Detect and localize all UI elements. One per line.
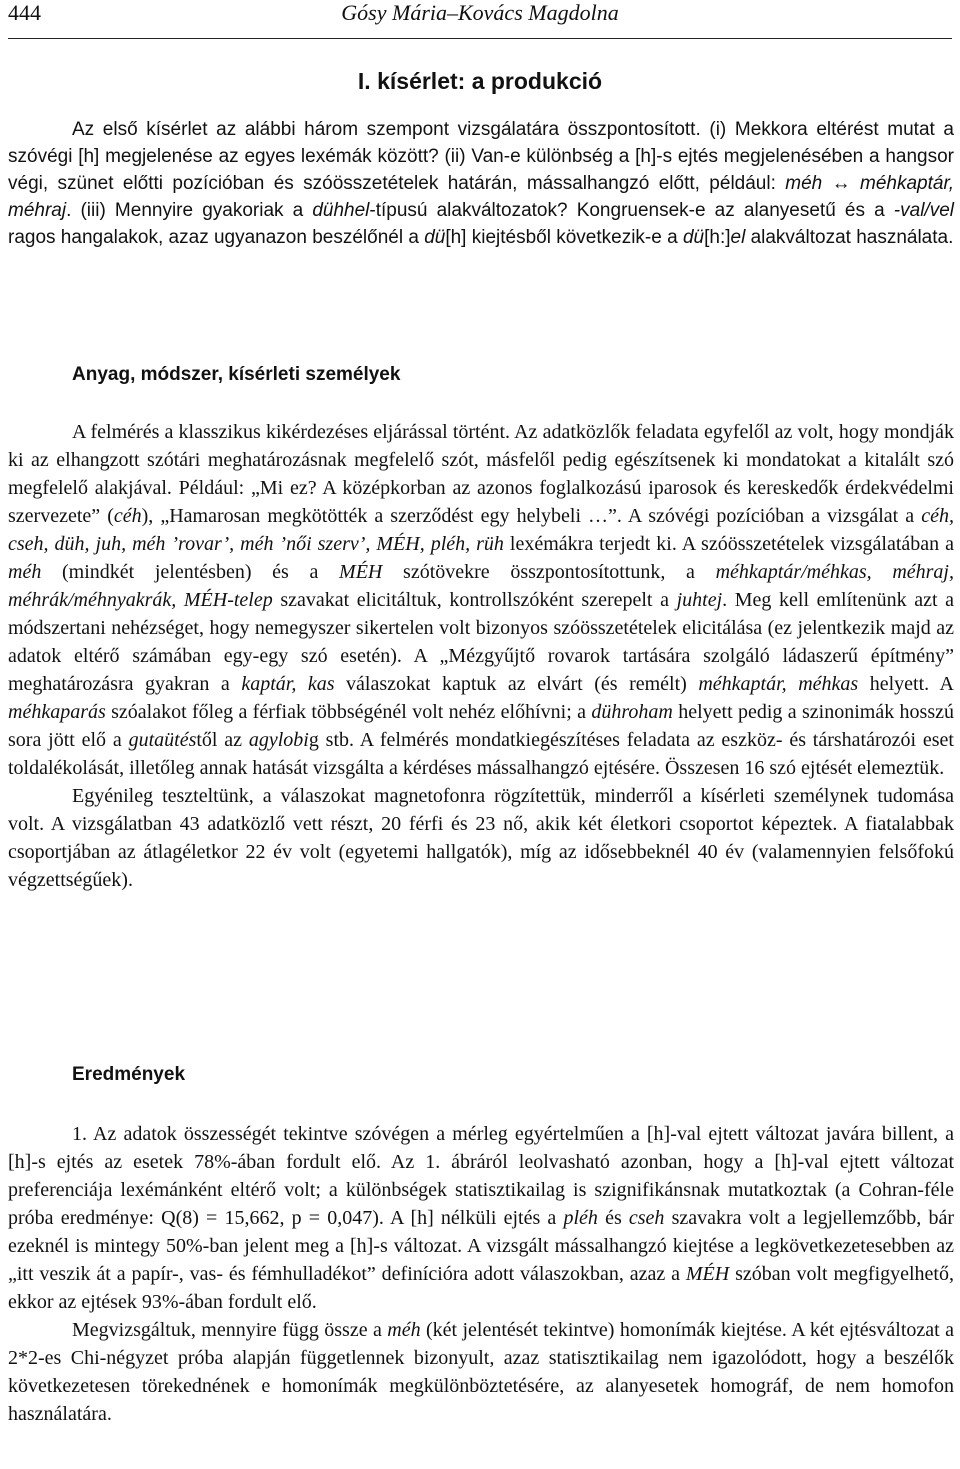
example-word: céh [113, 505, 142, 527]
results-paragraph-1 [8, 1120, 954, 1316]
paragraph-text: szóban volt megfigyelhető, ekkor az ejtések 93%-ában fordult elő. [8, 1263, 954, 1313]
paragraph-text: . Meg kell említenünk azt a módszertani nehézséget, hogy nemegyszer sikertelen volt bizonyos szóösszetételek elicitálása (ez jelentkezik majd az adatok eltérő számában egy-egy szó esetén). A „Mézgyűjtő rovarok tartására szolgáló ládaszerű építmény” meghatározásra gyakran a [8, 589, 954, 695]
paragraph-text: 1. Az adatok összességét tekintve szóvégen a mérleg egyértelműen a [h]-val ejtett változat javára billent, a [h]-s ejtés az esetek 78%-ában fordult elő. Az 1. ábráról leolvasható azonban, hogy a [h]-val ejtett változat preferenciája lexémánként eltérő volt; a különbségek statisztikailag is szignifikánsnak mutatkoztak (a Cohran-féle próba eredménye: Q(8) = 15,662, p = 0,047). A [h] nélküli ejtés a [8, 1123, 954, 1229]
intro-text: . (iii) Mennyire gyakoriak a [66, 200, 313, 221]
section-title: I. kísérlet: a produkció [357, 68, 603, 94]
example-word: dühhel [312, 200, 370, 221]
heading-results: Eredmények [72, 1064, 186, 1085]
paragraph-text: lexémákra terjedt ki. A szóösszetételek vizsgálatában a [503, 533, 955, 555]
results-paragraph-2 [8, 1316, 954, 1428]
example-word: méhkaptár, méhkas [698, 673, 859, 695]
paragraph-text: helyett pedig a szinonimák hosszú sora jött elő a [8, 701, 954, 751]
heading-methods: Anyag, módszer, kísérleti személyek [72, 364, 401, 385]
methods-paragraph-1 [8, 418, 954, 782]
intro-text: -típusú alakváltozatok? Kongruensek-e az alanyesetű és a [369, 200, 894, 221]
methods-body [8, 418, 954, 894]
example-word: -val/vel [893, 200, 954, 221]
example-word: gutaütés [128, 729, 197, 751]
paragraph-text: től az [196, 729, 249, 751]
running-header [8, 0, 952, 39]
example-word: cseh [628, 1207, 665, 1229]
intro-text: alakváltozat használata. [745, 227, 954, 248]
example-word: méh [387, 1319, 421, 1341]
example-word: pléh [563, 1207, 598, 1229]
paragraph-text: szavakra volt a legjellemzőbb, bár ezeknél is mintegy 50%-ban jelent meg a [h]-s változat. A vizsgált mássalhangzó kiejtése a legkövetkezetesebben az „itt veszik át a papír-, vas- és fémhulladékot” definícióra adott válaszokban, azaz a [8, 1207, 954, 1285]
example-word: dühroham [591, 701, 673, 723]
arrow-symbol: ↔ [822, 173, 860, 194]
intro-text: [h] kiejtésből következik-e a [445, 227, 683, 248]
paragraph-text: Megvizsgáltuk, mennyire függ össze a [72, 1319, 388, 1341]
example-word: dü [682, 227, 705, 248]
example-word: méhkaptár, méhraj [8, 173, 954, 221]
example-word: juhtej [676, 589, 723, 611]
paragraph-text: és [597, 1207, 629, 1229]
running-title: Gósy Mária–Kovács Magdolna [341, 0, 619, 25]
example-word: méhkaptár/méhkas, méhraj, méhrák/méhnyakrák, MÉH-telep [8, 561, 954, 611]
paragraph-text: g stb. A felmérés mondatkiegészítéses feladata az eszköz- és társhatározói eset toldalékolását, illetőleg annak hatását vizsgálta a kérdéses mássalhangzó ejtésére. Összesen 16 szó ejtését elemeztük. [8, 729, 954, 779]
example-word: dü [424, 227, 446, 248]
example-word: agylobi [248, 729, 309, 751]
paragraph-text: szótövekre összpontosítottunk, a [382, 561, 716, 583]
results-body [8, 1120, 954, 1428]
paragraph-text: szavakat elicitáltuk, kontrollszóként szerepelt a [272, 589, 677, 611]
paragraph-text: ), „Hamarosan megkötötték a szerződést egy helybeli …”. A szóvégi pozícióban a vizsgálat a [141, 505, 922, 527]
intro-text: ragos hangalakok, azaz ugyanazon beszélőnél a [8, 227, 425, 248]
paragraph-text: (mindkét jelentésben) és a [41, 561, 340, 583]
example-word: méhkaparás [8, 701, 106, 723]
intro-paragraph [8, 116, 954, 251]
intro-text: [h:] [704, 227, 731, 248]
paragraph-text: A felmérés a klasszikus kikérdezéses eljárással történt. Az adatközlők feladata egyfelől az volt, hogy mondják ki az elhangzott szótári meghatározásnak megfelelő szót, másfelől pedig egészítsenek ki mondatokat a kitalált szó megfelelő alakjával. Például: „Mi ez? A középkorban az azonos foglalkozású iparosok és kereskedők érdekvédelmi szervezete” ( [8, 421, 954, 527]
paragraph-text: szóalakot főleg a férfiak többségénél volt nehéz előhívni; a [105, 701, 592, 723]
paragraph-text: helyett. A [858, 673, 954, 695]
intro-text: Az első kísérlet az alábbi három szempont vizsgálatára összpontosított. (i) Mekkora eltérést mutat a szóvégi [h] megjelenése az egyes lexémák között? (ii) Van-e különbség a [h]-s ejtés megjelenésében a hangsor végi, szünet előtti pozícióban és szóösszetételek határán, mássalhangzó előtt, például: [8, 119, 954, 194]
example-word: méh [785, 173, 823, 194]
paragraph-text: válaszokat kaptuk az elvárt (és remélt) [334, 673, 699, 695]
example-word: céh, cseh, düh, juh, méh ’rovar’, méh ’női szerv’, MÉH, pléh, rüh [8, 505, 954, 555]
paragraph-text: (két jelentését tekintve) homonímák kiejtése. A két ejtésváltozat a 2*2-es Chi-négyzet próba alapján függetlennek bizonyult, azaz statisztikailag nem igazolódott, hogy a beszélők következetesen törekednének e homonímák megkülönböztetésére, az alanyesetek homográf, de nem homofon használatára. [8, 1319, 954, 1425]
example-word: MÉH [685, 1263, 730, 1285]
example-word: méh [8, 561, 42, 583]
example-word: MÉH [339, 561, 383, 583]
methods-paragraph-2: Egyénileg teszteltünk, a válaszokat magnetofonra rögzítettük, minderről a kísérleti személynek tudomása volt. A vizsgálatban 43 adatközlő vett részt, 20 férfi és 23 nő, akik két életkori csoportot képeztek. A fiatalabbak csoportjában az átlagéletkor 22 év volt (egyetemi hallgatók), míg az idősebbeknél 40 év (valamennyien felsőfokú végzettségűek). [8, 785, 954, 891]
example-word: el [730, 227, 746, 248]
example-word: kaptár, kas [241, 673, 335, 695]
page-number: 444 [8, 0, 41, 25]
